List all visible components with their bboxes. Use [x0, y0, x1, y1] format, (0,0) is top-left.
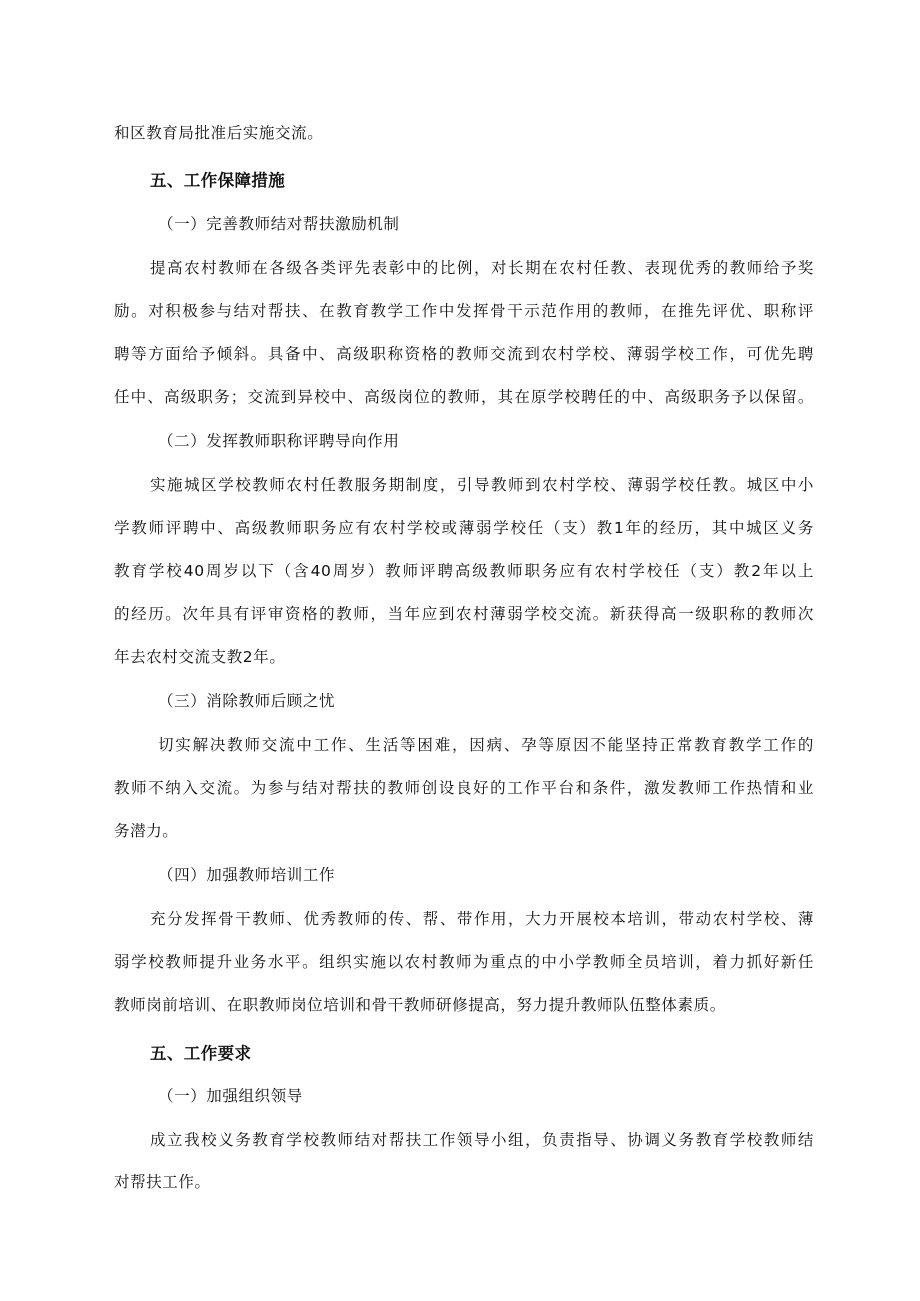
- paragraph-line: 的经历。次年具有评审资格的教师，当年应到农村薄弱学校交流。新获得高一级职称的教师次: [114, 605, 814, 623]
- paragraph-line: 充分发挥骨干教师、优秀教师的传、帮、带作用，大力开展校本培训，带动农村学校、薄: [150, 910, 814, 928]
- continuation-line: 和区教育局批准后实施交流。: [114, 124, 324, 142]
- section-heading-guarantees: 五、工作保障措施: [150, 171, 286, 190]
- paragraph-line: 教育学校40周岁以下（含40周岁）教师评聘高级教师职务应有农村学校任（支）教2年以上: [114, 562, 814, 580]
- paragraph-line: 成立我校义务教育学校教师结对帮扶工作领导小组，负责指导、协调义务教育学校教师结: [150, 1131, 814, 1149]
- subheading-training: （四）加强教师培训工作: [158, 866, 336, 884]
- paragraph-line: 聘等方面给予倾斜。具备中、高级职称资格的教师交流到农村学校、薄弱学校工作，可优先聘: [114, 345, 814, 363]
- paragraph-line: 教师岗前培训、在职教师岗位培训和骨干教师研修提高，努力提升教师队伍整体素质。: [114, 996, 726, 1014]
- subheading-remove-worries: （三）消除教师后顾之忧: [158, 692, 336, 710]
- paragraph-line: 教师不纳入交流。为参与结对帮扶的教师创设良好的工作平台和条件，激发教师工作热情和业: [114, 779, 814, 797]
- paragraph-line: 实施城区学校教师农村任教服务期制度，引导教师到农村学校、薄弱学校任教。城区中小: [150, 476, 814, 494]
- paragraph-line: 切实解决教师交流中工作、生活等困难，因病、孕等原因不能坚持正常教育教学工作的: [158, 736, 814, 754]
- paragraph-line: 提高农村教师在各级各类评先表彰中的比例，对长期在农村任教、表现优秀的教师给予奖: [150, 259, 814, 277]
- paragraph-line: 弱学校教师提升业务水平。组织实施以农村教师为重点的中小学教师全员培训，着力抓好新任: [114, 953, 814, 971]
- paragraph-line: 任中、高级职务；交流到异校中、高级岗位的教师，其在原学校聘任的中、高级职务予以保留。: [114, 388, 814, 406]
- subheading-incentive-mechanism: （一）完善教师结对帮扶激励机制: [158, 215, 400, 233]
- subheading-title-guidance: （二）发挥教师职称评聘导向作用: [158, 432, 400, 450]
- paragraph-line: 对帮扶工作。: [114, 1173, 211, 1191]
- paragraph-line: 务潜力。: [114, 822, 179, 840]
- paragraph-line: 年去农村交流支教2年。: [114, 648, 286, 666]
- paragraph-line: 励。对积极参与结对帮扶、在教育教学工作中发挥骨干示范作用的教师，在推先评优、职称评: [114, 302, 814, 320]
- paragraph-line: 学教师评聘中、高级教师职务应有农村学校或薄弱学校任（支）教1年的经历，其中城区义务: [114, 519, 814, 537]
- section-heading-requirements: 五、工作要求: [150, 1044, 252, 1063]
- subheading-organization: （一）加强组织领导: [158, 1087, 303, 1105]
